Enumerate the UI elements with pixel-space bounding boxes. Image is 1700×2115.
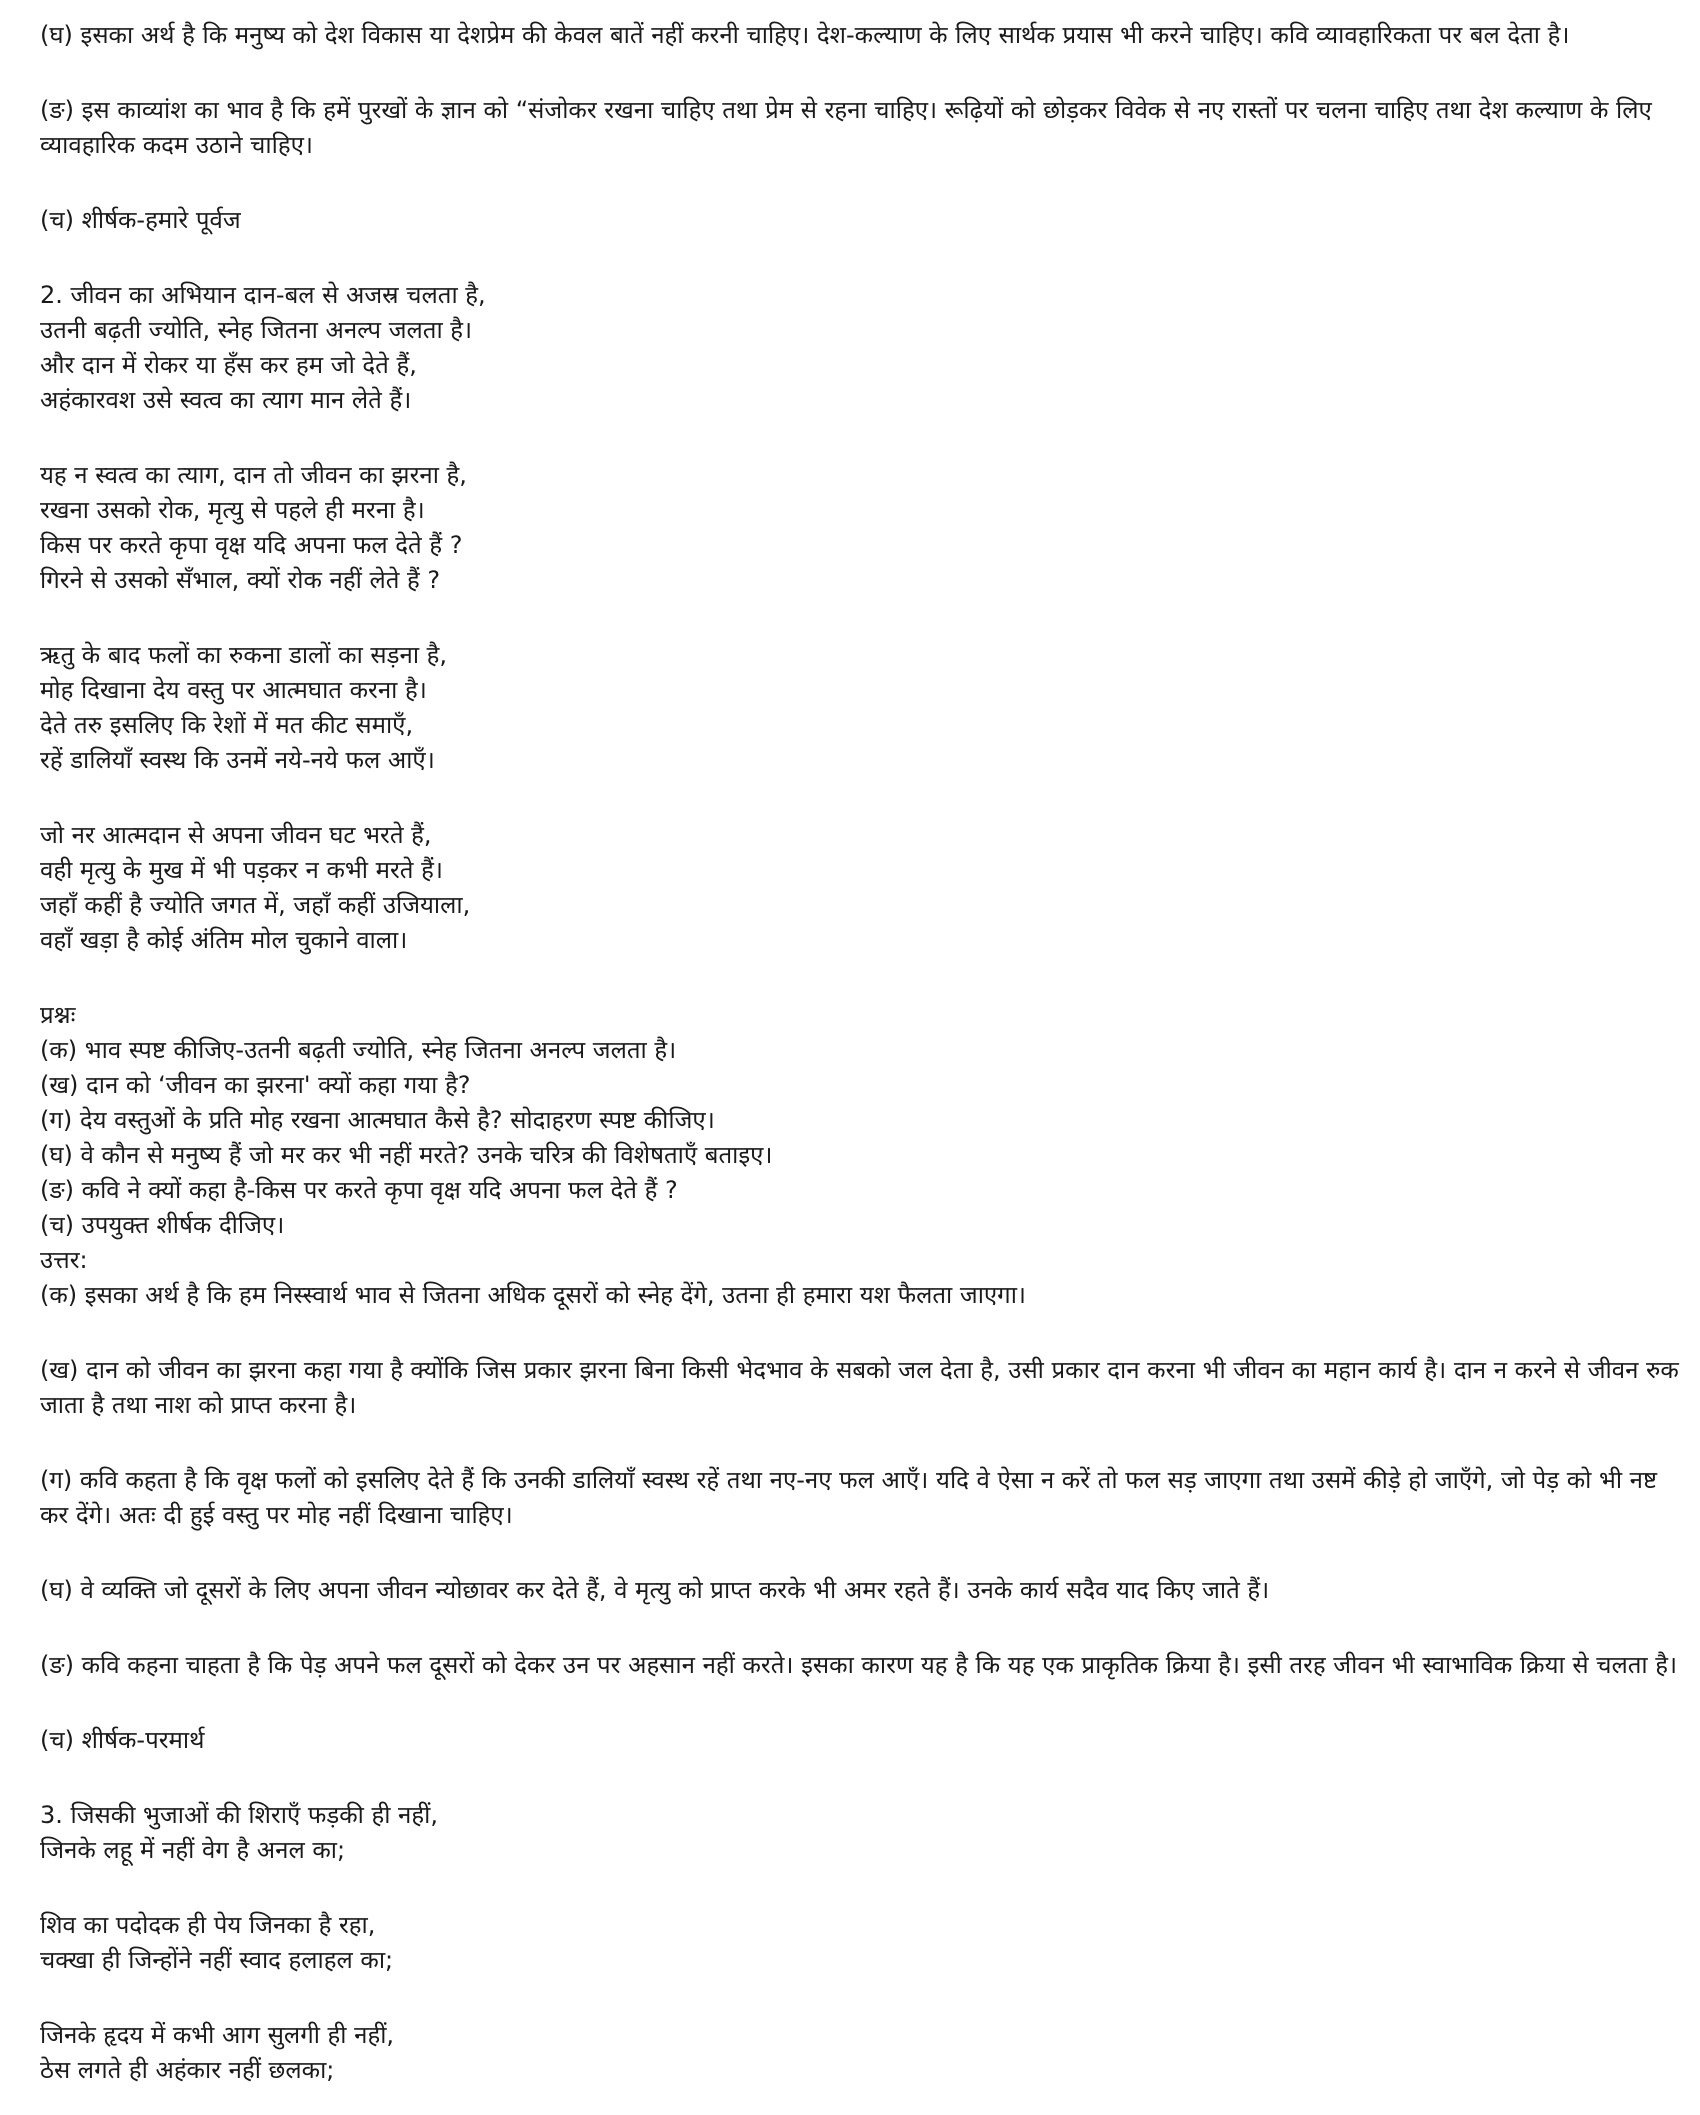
answer-ga-2: (ग) कवि कहता है कि वृक्ष फलों को इसलिए देते हैं कि उनकी डालियाँ स्वस्थ रहें तथा नए-नए फल आएँ। यदि वे ऐसा न करें तो फल सड़ जाएगा तथा उसमें कीड़े हो जाएँगे, जो पेड़ को भी नष्ट कर देंगे। अतः दी हुई वस्तु पर मोह नहीं दिखाना चाहिए। [40,1466,1658,1529]
answer-gha-2: (घ) वे व्यक्ति जो दूसरों के लिए अपना जीवन न्योछावर कर देते हैं, वे मृत्यु को प्राप्त करके भी अमर रहते हैं। उनके कार्य सदैव याद किए जाते हैं। [40,1576,1270,1604]
answer-cha-2: (च) शीर्षक-परमार्थ [40,1726,205,1754]
poem2-stanza-3: ऋतु के बाद फलों का रुकना डालों का सड़ना है, मोह दिखाना देय वस्तु पर आत्मघात करना है। देते तरु इसलिए कि रेशों में मत कीट समाएँ, रहें डालियाँ स्वस्थ कि उनमें नये-नये फल आएँ। [40,641,448,774]
questions-heading: प्रश्नः [40,1001,76,1029]
poem3-stanza-1: 3. जिसकी भुजाओं की शिराएँ फड़की ही नहीं, जिनके लहू में नहीं वेग है अनल का; [40,1801,438,1864]
poem2-stanza-2: यह न स्वत्व का त्याग, दान तो जीवन का झरना है, रखना उसको रोक, मृत्यु से पहले ही मरना है। किस पर करते कृपा वृक्ष यदि अपना फल देते हैं ? गिरने से उसको सँभाल, क्यों रोक नहीं लेते हैं ? [40,461,467,594]
poem2-stanza-1: 2. जीवन का अभियान दान-बल से अजस्र चलता है, उतनी बढ़ती ज्योति, स्नेह जितना अनल्प जलता है। और दान में रोकर या हँस कर हम जो देते हैं, अहंकारवश उसे स्वत्व का त्याग मान लेते हैं। [40,281,486,414]
question-ka: (क) भाव स्पष्ट कीजिए-उतनी बढ़ती ज्योति, स्नेह जितना अनल्प जलता है। [40,1036,677,1064]
answer-ka-2: (क) इसका अर्थ है कि हम निस्स्वार्थ भाव से जितना अधिक दूसरों को स्नेह देंगे, उतना ही हमारा यश फैलता जाएगा। [40,1281,1027,1309]
answer-nga-1: (ङ) इस काव्यांश का भाव है कि हमें पुरखों के ज्ञान को “संजोकर रखना चाहिए तथा प्रेम से रहना चाहिए। रूढ़ियों को छोड़कर विवेक से नए रास्तों पर चलना चाहिए तथा देश कल्याण के लिए व्यावहारिक कदम उठाने चाहिए। [40,96,1652,159]
question-gha: (घ) वे कौन से मनुष्य हैं जो मर कर भी नहीं मरते? उनके चरित्र की विशेषताएँ बताइए। [40,1141,773,1169]
answer-gha-1: (घ) इसका अर्थ है कि मनुष्य को देश विकास या देशप्रेम की केवल बातें नहीं करनी चाहिए। देश-कल्याण के लिए सार्थक प्रयास भी करने चाहिए। कवि व्यावहारिकता पर बल देता है। [40,21,1570,49]
document-page [40,18,1680,2088]
question-cha: (च) उपयुक्त शीर्षक दीजिए। [40,1211,285,1239]
answer-cha-1: (च) शीर्षक-हमारे पूर्वज [40,206,241,234]
answer-kha-2: (ख) दान को जीवन का झरना कहा गया है क्योंकि जिस प्रकार झरना बिना किसी भेदभाव के सबको जल देता है, उसी प्रकार दान करना भी जीवन का महान कार्य है। दान न करने से जीवन रुक जाता है तथा नाश को प्राप्त करना है। [40,1356,1679,1419]
question-nga: (ङ) कवि ने क्यों कहा है-किस पर करते कृपा वृक्ष यदि अपना फल देते हैं ? [40,1176,678,1204]
questions-block [40,998,1680,1278]
answer-nga-2: (ङ) कवि कहना चाहता है कि पेड़ अपने फल दूसरों को देकर उन पर अहसान नहीं करते। इसका कारण यह है कि यह एक प्राकृतिक क्रिया है। इसी तरह जीवन भी स्वाभाविक क्रिया से चलता है। [40,1651,1678,1679]
poem2-stanza-4: जो नर आत्मदान से अपना जीवन घट भरते हैं, वही मृत्यु के मुख में भी पड़कर न कभी मरते हैं। जहाँ कहीं है ज्योति जगत में, जहाँ कहीं उजियाला, वहाँ खड़ा है कोई अंतिम मोल चुकाने वाला। [40,821,471,954]
poem3-stanza-3: जिनके हृदय में कभी आग सुलगी ही नहीं, ठेस लगते ही अहंकार नहीं छलका; [40,2021,395,2084]
question-kha: (ख) दान को ‘जीवन का झरना' क्यों कहा गया है? [40,1071,471,1099]
answer-heading: उत्तर: [40,1246,88,1274]
poem3-stanza-2: शिव का पदोदक ही पेय जिनका है रहा, चक्खा ही जिन्होंने नहीं स्वाद हलाहल का; [40,1911,394,1974]
question-ga: (ग) देय वस्तुओं के प्रति मोह रखना आत्मघात कैसे है? सोदाहरण स्पष्ट कीजिए। [40,1106,715,1134]
